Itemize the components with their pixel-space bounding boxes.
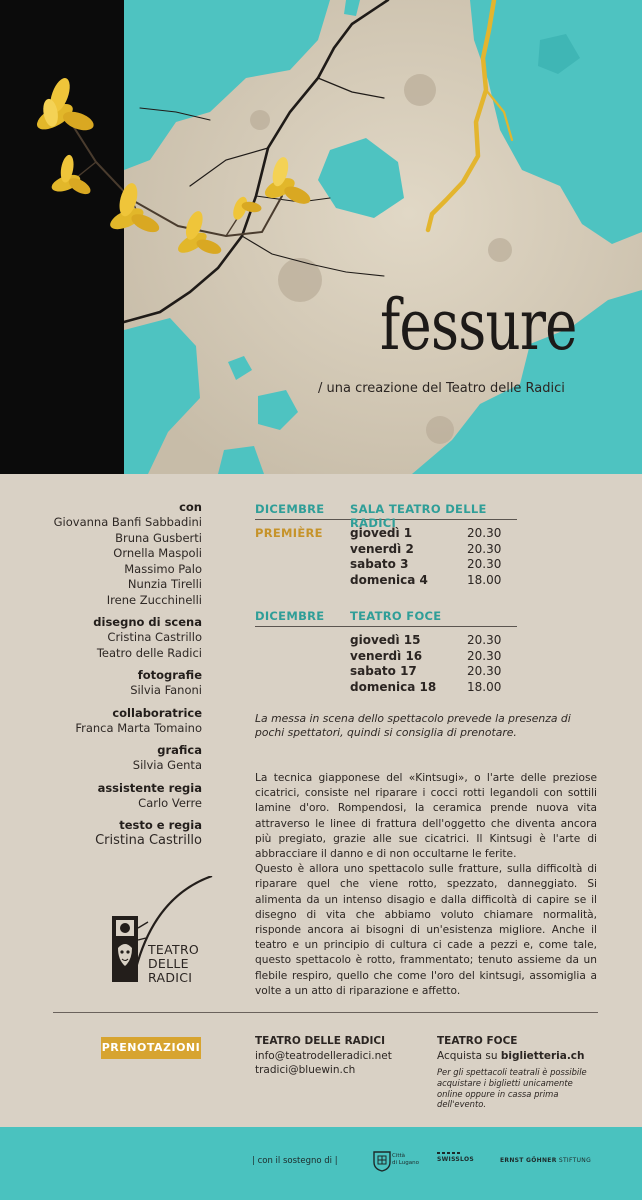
performance-time: 20.30 [467,541,502,556]
reservation-note: La messa in scena dello spettacolo prevede la presenza di pochi spettatori, quindi si consiglia di prenotare. [255,712,571,739]
teatro-delle-radici-logo [108,876,218,986]
premiere-label: PREMIÈRE [255,526,323,540]
credit-role: con [179,500,202,514]
performance-day: giovedì 15 [350,633,421,647]
swisslos-logo-text: SWISSLOS [437,1156,474,1163]
credit-name: Massimo Palo [124,561,202,576]
schedule-row [255,526,517,542]
credit-graphics [30,743,202,774]
section-divider [53,1012,598,1013]
performance-time: 20.30 [467,633,502,647]
schedule-row [255,573,517,589]
credit-name: Giovanna Banfi Sabbadini [53,515,202,529]
credit-name: Teatro delle Radici [96,645,202,660]
credit-cast [30,500,202,608]
performance-day: venerdì 16 [350,648,423,663]
credit-role: fotografie [137,668,202,682]
cracked-wall-illustration [0,0,642,474]
schedule-row [255,633,517,649]
schedule-row [255,664,517,680]
description-paragraph: La tecnica giapponese del «Kintsugi», o l'arte delle preziose cicatrici, consiste nel riparare i cocci rotti legandoli con sottili lamine d'oro. Rompendosi, la ceramica prende nuova vita attraverso le linee di frattura dell'oggetto che diventa ancora più pregiato, grazie alle sue cicatrici. Il Kintsugi è l'arte di abbracciare il danno e di non occultarne le ferite. [255,772,597,861]
credit-role: testo e regia [119,818,202,832]
credit-set-design [30,615,202,661]
credit-photos [30,668,202,699]
logo-text-line: TEATRO [148,942,200,957]
lugano-shield-icon [372,1150,392,1172]
credit-name: Cristina Castrillo [95,833,202,848]
schedule-header [255,500,517,530]
schedule-row [255,649,517,665]
schedule-row [255,542,517,558]
description-paragraph: Questo è allora uno spettacolo sulle fratture, sulla difficoltà di riparare quel che viene rotto, spezzato, danneggiato. Si alimenta da un intenso disagio e dalla difficoltà di capire se il disegno di vita che abbiamo voluto chiamare normalità, risponde ancora ai bisogni di un'esistenza migliore. Anche il teatro e un principio di cultura ci cade a pezzi e, come tale, questo spettacolo è rotto, frammentato; tenuto assieme da un flebile respiro, quello che come l'oro del kintsugi, assomiglia a volte a un atto di riparazione e affetto. [255,863,597,997]
credit-assistant-director [30,781,202,812]
booking-label: PRENOTAZIONI [101,1037,201,1059]
performance-time: 20.30 [467,557,502,571]
lugano-line: Città [392,1153,406,1159]
goehner-bold: ERNST GÖHNER [500,1157,557,1164]
credit-name: Ornella Maspoli [113,546,202,560]
show-description [255,771,597,999]
hero-image [0,0,642,474]
credit-role: grafica [157,743,202,757]
performance-time: 18.00 [467,572,502,587]
performance-day: domenica 18 [350,679,437,694]
performance-day: giovedì 1 [350,526,413,540]
goehner-rest: STIFTUNG [556,1157,592,1164]
schedule-dates [255,627,517,695]
credit-collaborator [30,706,202,737]
credit-name: Cristina Castrillo [107,630,202,644]
support-label: | con il sostegno di | [252,1156,338,1166]
credit-name: Franca Marta Tomaino [75,720,202,735]
logo-text-line: RADICI [148,970,193,985]
booking-foce [437,1034,597,1110]
logo-text-line: DELLE [148,956,189,971]
schedule-dates [255,520,517,588]
credit-name: Silvia Genta [132,758,202,772]
schedule-month: DICEMBRE [255,502,325,516]
performance-day: sabato 3 [350,557,409,571]
schedule-block-radici [255,500,517,588]
email-link-info[interactable]: info@teatrodelleradici.net [255,1049,392,1062]
schedule-month: DICEMBRE [255,609,325,623]
schedule-block-foce [255,607,517,695]
booking-venue-title: TEATRO FOCE [437,1035,518,1047]
performance-day: venerdì 2 [350,541,414,556]
credit-role: assistente regia [97,780,202,795]
credit-role: disegno di scena [93,615,202,629]
performance-time: 18.00 [467,679,502,694]
booking-radici [255,1034,392,1078]
goehner-logo-text [500,1157,591,1164]
credit-name: Bruna Gusberti [115,530,202,545]
performance-time: 20.30 [467,526,502,540]
schedule-venue: SALA TEATRO DELLE RADICI [350,502,487,530]
performance-time: 20.30 [467,664,502,678]
performance-time: 20.30 [467,648,502,663]
credit-name: Carlo Verre [138,795,202,810]
booking-online-prefix: Acquista su [437,1049,501,1062]
schedule-row [255,680,517,696]
booking-online-line [437,1049,597,1064]
performance-day: sabato 17 [350,664,417,678]
lugano-logo-text [392,1153,419,1167]
booking-fine-print: Per gli spettacoli teatrali è possibile acquistare i biglietti unicamente online oppure in cassa prima dell'evento. [437,1067,587,1110]
credit-name: Silvia Fanoni [130,683,202,697]
show-title: fessure [380,284,577,366]
schedule-row [255,557,517,573]
credit-director [30,818,202,849]
booking-venue-title: TEATRO DELLE RADICI [255,1035,386,1047]
performance-day: domenica 4 [350,572,428,587]
credits-list [30,500,202,856]
show-subtitle: / una creazione del Teatro delle Radici [318,381,565,396]
lugano-line: di Lugano [392,1160,419,1166]
biglietteria-link[interactable]: biglietteria.ch [500,1049,585,1062]
schedule-venue: TEATRO FOCE [350,609,442,623]
schedule-header [255,607,517,627]
email-link-tradici[interactable]: tradici@bluewin.ch [255,1064,356,1076]
credit-name: Nunzia Tirelli [127,577,202,591]
credit-name: Irene Zucchinelli [106,592,202,607]
credit-role: collaboratrice [112,705,202,720]
